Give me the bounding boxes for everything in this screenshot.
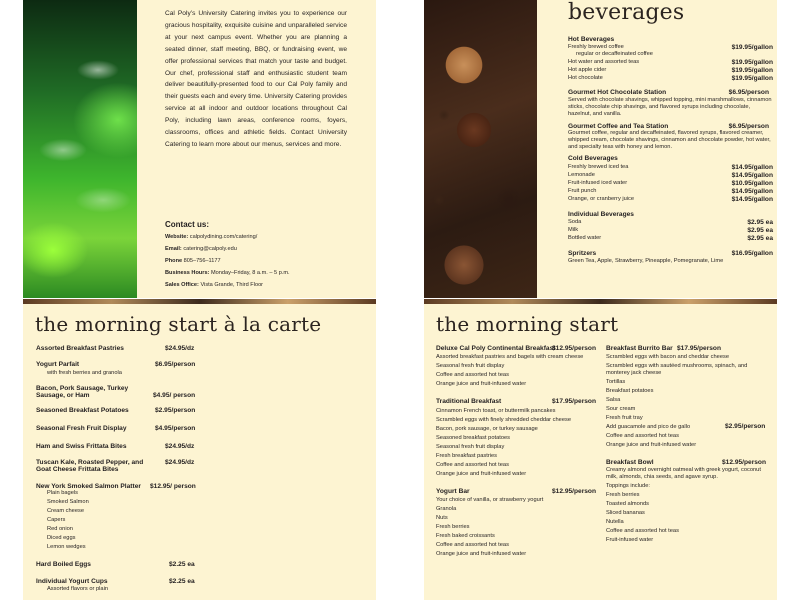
price: $12.95/person: [722, 459, 766, 466]
list-item: Seasonal fresh fruit display: [436, 363, 505, 369]
price: $4.95/ person: [153, 392, 196, 399]
list-item: Add guacamole and pico de gallo: [606, 424, 691, 430]
menu-item: Fruit punch: [568, 188, 597, 194]
price: $2.95 ea: [747, 227, 773, 234]
menu-section-heading: Breakfast Bowl: [606, 459, 654, 466]
spritzers-heading: Spritzers: [568, 250, 597, 257]
menu-item-desc: Gourmet coffee, regular and decaffeinated, flavored syrups, flavored creamer, whipped cream, chocolate shavings, cinnamon and chocolate powder, hot water, and specialty teas with honey and lemon.: [568, 130, 771, 150]
menu-item: Assorted Breakfast Pastries: [36, 345, 124, 352]
morning-title: the morning start: [436, 312, 619, 336]
menu-item: New York Smoked Salmon Platter: [36, 483, 141, 490]
price: $4.95/person: [155, 425, 196, 432]
price: $2.95 ea: [747, 235, 773, 242]
menu-section-heading: Deluxe Cal Poly Continental Breakfast: [436, 345, 556, 352]
list-item: Lemon wedges: [47, 544, 86, 550]
list-item: Fresh berries: [606, 492, 640, 498]
list-item: Cream cheese: [47, 508, 84, 514]
list-item: Orange juice and fruit-infused water: [436, 381, 527, 387]
list-item: Nutella: [606, 519, 624, 525]
list-item: Your choice of vanilla, or strawberry yogurt: [436, 497, 544, 503]
price: $10.95/gallon: [731, 180, 773, 187]
list-item: Capers: [47, 517, 66, 523]
price: $19.95/gallon: [731, 75, 773, 82]
list-item: Sour cream: [606, 406, 636, 412]
menu-item: Ham and Swiss Frittata Bites: [36, 443, 127, 450]
price: $12.95/ person: [150, 483, 196, 490]
menu-item: Freshly brewed iced tea: [568, 164, 629, 170]
contact-heading: Contact us:: [165, 220, 209, 229]
price: $2.25 ea: [169, 561, 195, 568]
list-item: Cinnamon French toast, or buttermilk pancakes: [436, 408, 556, 414]
price: $2.95/person: [155, 407, 196, 414]
list-item: Tortillas: [606, 379, 626, 385]
list-item: Fresh berries: [436, 524, 470, 530]
menu-item: Soda: [568, 219, 582, 225]
list-item: Fresh baked croissants: [436, 533, 495, 539]
list-item: Fresh breakfast pastries: [436, 453, 498, 459]
menu-item: Yogurt Parfait: [36, 361, 80, 368]
list-item: Coffee and assorted hot teas: [436, 372, 509, 378]
price: $14.95/gallon: [731, 196, 773, 203]
price: $14.95/gallon: [731, 164, 773, 171]
price: $12.95/person: [552, 345, 596, 352]
list-item: Coffee and assorted hot teas: [606, 433, 679, 439]
list-item: Diced eggs: [47, 535, 76, 541]
price: $16.95/gallon: [731, 250, 773, 257]
list-item: Assorted breakfast pastries and bagels with cream cheese: [436, 354, 584, 360]
menu-item: Lemonade: [568, 172, 595, 178]
menu-section-heading: Yogurt Bar: [436, 488, 470, 495]
menu-item: Hot water and assorted teas: [568, 59, 640, 65]
menu-item: Freshly brewed coffee: [568, 44, 624, 50]
list-item: Smoked Salmon: [47, 499, 89, 505]
price: $24.95/dz: [165, 345, 195, 352]
menu-item-note: with fresh berries and granola: [47, 370, 122, 376]
menu-item: Bacon, Pork Sausage, Turkey Sausage, or Ham: [36, 385, 129, 399]
contact-email: Email: catering@calpoly.edu: [165, 246, 237, 252]
contact-hours: Business Hours: Monday–Friday, 8 a.m. – 5 p.m.: [165, 270, 290, 276]
list-item: Scrambled eggs with sautéed mushrooms, spinach, and monterey jack cheese: [606, 363, 748, 376]
contact-office: Sales Office: Vista Grande, Third Floor: [165, 282, 264, 288]
menu-item: Hot apple cider: [568, 67, 607, 73]
price: $24.95/dz: [165, 459, 195, 466]
list-item: Coffee and assorted hot teas: [436, 542, 509, 548]
list-item: Orange juice and fruit-infused water: [606, 442, 697, 448]
individual-beverages-heading: Individual Beverages: [568, 211, 634, 218]
price: $14.95/gallon: [731, 188, 773, 195]
price: $17.95/person: [552, 398, 596, 405]
menu-item-note: regular or decaffeinated coffee: [576, 51, 653, 57]
price: $19.95/gallon: [731, 67, 773, 74]
alacarte-title: the morning start à la carte: [35, 312, 322, 336]
price: $24.95/dz: [165, 443, 195, 450]
price: $2.95 ea: [747, 219, 773, 226]
menu-item: Tuscan Kale, Roasted Pepper, and Goat Cheese Frittata Bites: [36, 459, 144, 473]
menu-item: Individual Yogurt Cups: [36, 578, 108, 585]
menu-item: Hot chocolate: [568, 75, 603, 81]
hot-beverages-heading: Hot Beverages: [568, 36, 615, 43]
email-link[interactable]: catering@calpoly.edu: [183, 246, 237, 252]
list-item: Plain bagels: [47, 490, 78, 496]
contact-website: Website: calpolydining.com/catering/: [165, 234, 258, 240]
list-item: Sliced bananas: [606, 510, 645, 516]
price: $12.95/person: [552, 488, 596, 495]
gourmet-coffee-heading: Gourmet Coffee and Tea Station: [568, 123, 669, 130]
menu-item: Bottled water: [568, 235, 602, 241]
list-item: Orange juice and fruit-infused water: [436, 471, 527, 477]
menu-item: Seasonal Fresh Fruit Display: [36, 425, 127, 432]
list-item: Nuts: [436, 515, 448, 521]
menu-item: Milk: [568, 227, 579, 233]
price: $2.25 ea: [169, 578, 195, 585]
list-item: Breakfast potatoes: [606, 388, 654, 394]
beverages-title: beverages: [568, 0, 685, 25]
list-item: Fruit-infused water: [606, 537, 654, 543]
banquet-photo: [23, 0, 137, 298]
menu-item: Hard Boiled Eggs: [36, 561, 91, 568]
menu-item-desc: Served with chocolate shavings, whipped topping, mini marshmallows, cinnamon sticks, chocolate chip shavings, and flavored syrups including chocolate, hazelnut, and vanilla.: [568, 97, 772, 117]
menu-item-note: Assorted flavors or plain: [47, 586, 109, 592]
list-item: Bacon, pork sausage, or turkey sausage: [436, 426, 538, 432]
list-item: Coffee and assorted hot teas: [436, 462, 509, 468]
price: $19.95/gallon: [731, 59, 773, 66]
list-item: Seasonal fresh fruit display: [436, 444, 505, 450]
list-item: Orange juice and fruit-infused water: [436, 551, 527, 557]
contact-phone: Phone 805–756–1177: [165, 258, 221, 264]
price: $6.95/person: [728, 89, 769, 96]
price: $19.95/gallon: [731, 44, 773, 51]
list-item: Red onion: [47, 526, 73, 532]
intro-paragraph: Cal Poly’s University Catering invites you to experience our gracious hospitality, exquisite cuisine and unparalleled service at your next campus event. Whether you are planning a seated dinner, staff meeting, BBQ, or fundraising event, we offer professional services that match your taste and budget. Our chef, professional staff and enthusiastic student team deliver beautifully-presented food to our Cal Poly family and their guests each and every time. University Catering provides service at all indoor and outdoor locations throughout Cal Poly, including lawn areas, conference rooms, foyers, classrooms, offices and athletic fields. Contact University Catering to learn more about our menus, services and more.: [165, 10, 347, 148]
menu-item-desc: Creamy almond overnight oatmeal with greek yogurt, coconut milk, almonds, chia seeds, and agave syrup.: [606, 467, 761, 480]
menu-item: Seasoned Breakfast Potatoes: [36, 407, 129, 414]
list-item: Toasted almonds: [606, 501, 649, 507]
price: $17.95/person: [677, 345, 721, 352]
list-item: Scrambled eggs with bacon and cheddar cheese: [606, 354, 729, 360]
gourmet-chocolate-heading: Gourmet Hot Chocolate Station: [568, 89, 667, 96]
cold-beverages-heading: Cold Beverages: [568, 155, 618, 162]
menu-item: Fruit-infused iced water: [568, 180, 628, 186]
list-item: Scrambled eggs with finely shredded cheddar cheese: [436, 417, 572, 423]
price: $2.95/person: [725, 423, 766, 430]
menu-section-heading: Breakfast Burrito Bar: [606, 345, 673, 352]
list-item: Granola: [436, 506, 457, 512]
menu-item-desc: Green Tea, Apple, Strawberry, Pineapple, Pomegranate, Lime: [568, 258, 724, 264]
list-item: Seasoned breakfast potatoes: [436, 435, 510, 441]
list-item: Fresh fruit tray: [606, 415, 643, 421]
coffee-photo: [424, 0, 537, 298]
list-item: Toppings include:: [606, 483, 650, 489]
price: $6.95/person: [728, 123, 769, 130]
list-item: Coffee and assorted hot teas: [606, 528, 679, 534]
website-link[interactable]: calpolydining.com/catering/: [189, 234, 258, 240]
menu-item: Orange, or cranberry juice: [568, 196, 635, 202]
menu-section-heading: Traditional Breakfast: [436, 398, 502, 405]
price: $6.95/person: [155, 361, 196, 368]
price: $14.95/gallon: [731, 172, 773, 179]
list-item: Salsa: [606, 397, 621, 403]
